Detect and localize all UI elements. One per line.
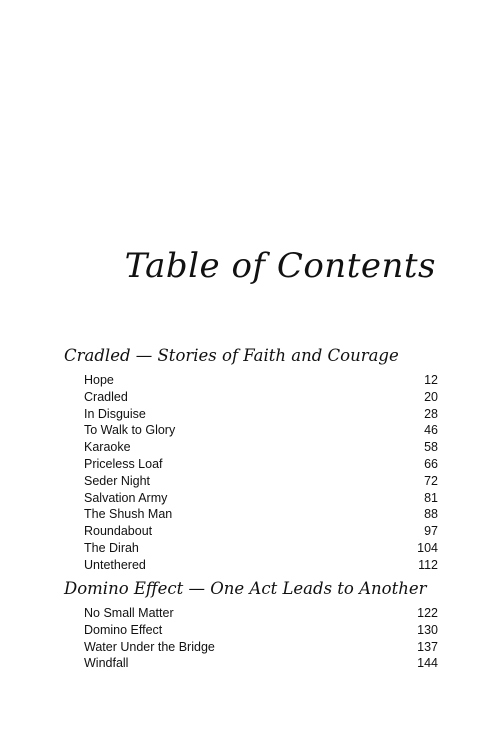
entry-title: No Small Matter bbox=[84, 606, 174, 620]
entry-title: Domino Effect bbox=[84, 622, 163, 637]
entry-page-number: 130 bbox=[417, 622, 438, 637]
toc-entry bbox=[64, 506, 438, 523]
toc-entry bbox=[64, 540, 438, 557]
toc-entry-list bbox=[64, 605, 438, 672]
entry-title: Seder Night bbox=[84, 473, 151, 488]
entry-page-number: 20 bbox=[424, 389, 438, 404]
entry-title: Cradled bbox=[84, 389, 128, 404]
entry-page-number: 137 bbox=[417, 639, 438, 654]
toc-section-domino-effect bbox=[64, 578, 438, 672]
toc-entry bbox=[64, 473, 438, 490]
entry-page-number: 112 bbox=[418, 557, 438, 572]
page-title: Table of Contents bbox=[124, 246, 436, 286]
entry-title: Water Under the Bridge bbox=[84, 639, 215, 654]
entry-title: Roundabout bbox=[84, 524, 153, 539]
section-heading: Domino Effect — One Act Leads to Another bbox=[64, 579, 427, 598]
toc-entry bbox=[64, 372, 438, 389]
entry-page-number: 28 bbox=[424, 406, 438, 421]
section-heading: Cradled — Stories of Faith and Courage bbox=[64, 346, 399, 365]
entry-title: Windfall bbox=[84, 656, 129, 671]
toc-entry bbox=[64, 422, 438, 439]
entry-title: Priceless Loaf bbox=[84, 456, 163, 471]
entry-page-number: 12 bbox=[424, 373, 438, 387]
entry-title: Karaoke bbox=[84, 440, 131, 455]
entry-title: Hope bbox=[84, 373, 114, 387]
entry-page-number: 81 bbox=[424, 490, 438, 505]
toc-entry-list bbox=[64, 372, 438, 574]
toc-entry bbox=[64, 490, 438, 507]
toc-entry bbox=[64, 523, 438, 540]
toc-entry bbox=[64, 655, 438, 672]
entry-page-number: 122 bbox=[417, 606, 438, 620]
entry-title: To Walk to Glory bbox=[84, 423, 176, 438]
entry-title: Salvation Army bbox=[84, 490, 168, 505]
toc-section-cradled bbox=[64, 345, 438, 574]
entry-title: In Disguise bbox=[84, 406, 146, 421]
entry-page-number: 66 bbox=[424, 456, 438, 471]
toc-entry bbox=[64, 389, 438, 406]
toc-entry bbox=[64, 605, 438, 622]
entry-page-number: 144 bbox=[417, 656, 438, 671]
toc-entry bbox=[64, 439, 438, 456]
entry-page-number: 88 bbox=[424, 507, 438, 522]
toc-entry bbox=[64, 406, 438, 423]
entry-page-number: 97 bbox=[424, 524, 438, 539]
entry-title: The Shush Man bbox=[84, 507, 173, 522]
entry-title: The Dirah bbox=[84, 540, 139, 555]
entry-page-number: 72 bbox=[424, 473, 438, 488]
toc-entry bbox=[64, 557, 438, 574]
toc-entry bbox=[64, 639, 438, 656]
entry-page-number: 46 bbox=[424, 423, 438, 438]
entry-page-number: 104 bbox=[417, 540, 438, 555]
toc-entry bbox=[64, 456, 438, 473]
entry-page-number: 58 bbox=[424, 440, 438, 455]
toc-entry bbox=[64, 622, 438, 639]
entry-title: Untethered bbox=[84, 557, 146, 572]
